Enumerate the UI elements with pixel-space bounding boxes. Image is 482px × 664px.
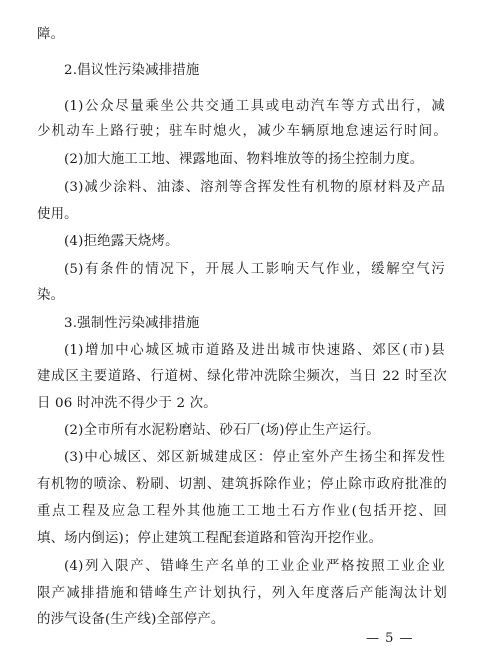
text-line: 重点工程及应急工程外其他施工工地土石方作业(包括开挖、回: [37, 504, 447, 519]
text-line: (5)有条件的情况下，开展人工影响天气作业，缓解空气污: [64, 262, 445, 277]
text-line: 日 06 时冲洗不得少于 2 次。: [37, 396, 217, 411]
text-line: (4)拒绝露天烧烤。: [64, 234, 179, 249]
text-line: 的涉气设备(生产线)全部停产。: [37, 612, 225, 627]
text-line: 有机物的喷涂、粉刷、切割、建筑拆除作业；停止除市政府批准的: [37, 477, 447, 492]
text-line: 建成区主要道路、行道树、绿化带冲洗除尘频次，当日 22 时至次: [37, 369, 447, 384]
text-line: (3)减少涂料、油漆、溶剂等含挥发性有机物的原材料及产品: [64, 180, 445, 195]
text-line: (3)中心城区、郊区新城建成区：停止室外产生扬尘和挥发性: [64, 450, 445, 465]
section-heading: 3.强制性污染减排措施: [64, 316, 200, 331]
text-line: 限产减排措施和错峰生产计划执行，列入年度落后产能淘汰计划: [37, 586, 447, 601]
text-line: 填、场内倒运)；停止建筑工程配套道路和管沟开挖作业。: [37, 531, 383, 546]
text-line: 障。: [37, 27, 65, 42]
text-line: 染。: [37, 288, 65, 303]
text-line: (1)公众尽量乘坐公共交通工具或电动汽车等方式出行，减: [64, 99, 445, 114]
text-line: (2)全市所有水泥粉磨站、砂石厂(场)停止生产运行。: [64, 423, 380, 438]
section-heading: 2.倡议性污染减排措施: [64, 63, 200, 78]
text-line: (2)加大施工工地、裸露地面、物料堆放等的扬尘控制力度。: [64, 152, 424, 167]
text-line: 使用。: [37, 207, 78, 222]
text-line: 少机动车上路行驶；驻车时熄火，减少车辆原地怠速运行时间。: [37, 124, 447, 139]
text-line: (1)增加中心城区城市道路及进出城市快速路、郊区(市)县: [64, 343, 445, 358]
text-line: (4)列入限产、错峰生产名单的工业企业严格按照工业企业: [64, 559, 445, 574]
page-number: — 5 —: [366, 631, 414, 646]
